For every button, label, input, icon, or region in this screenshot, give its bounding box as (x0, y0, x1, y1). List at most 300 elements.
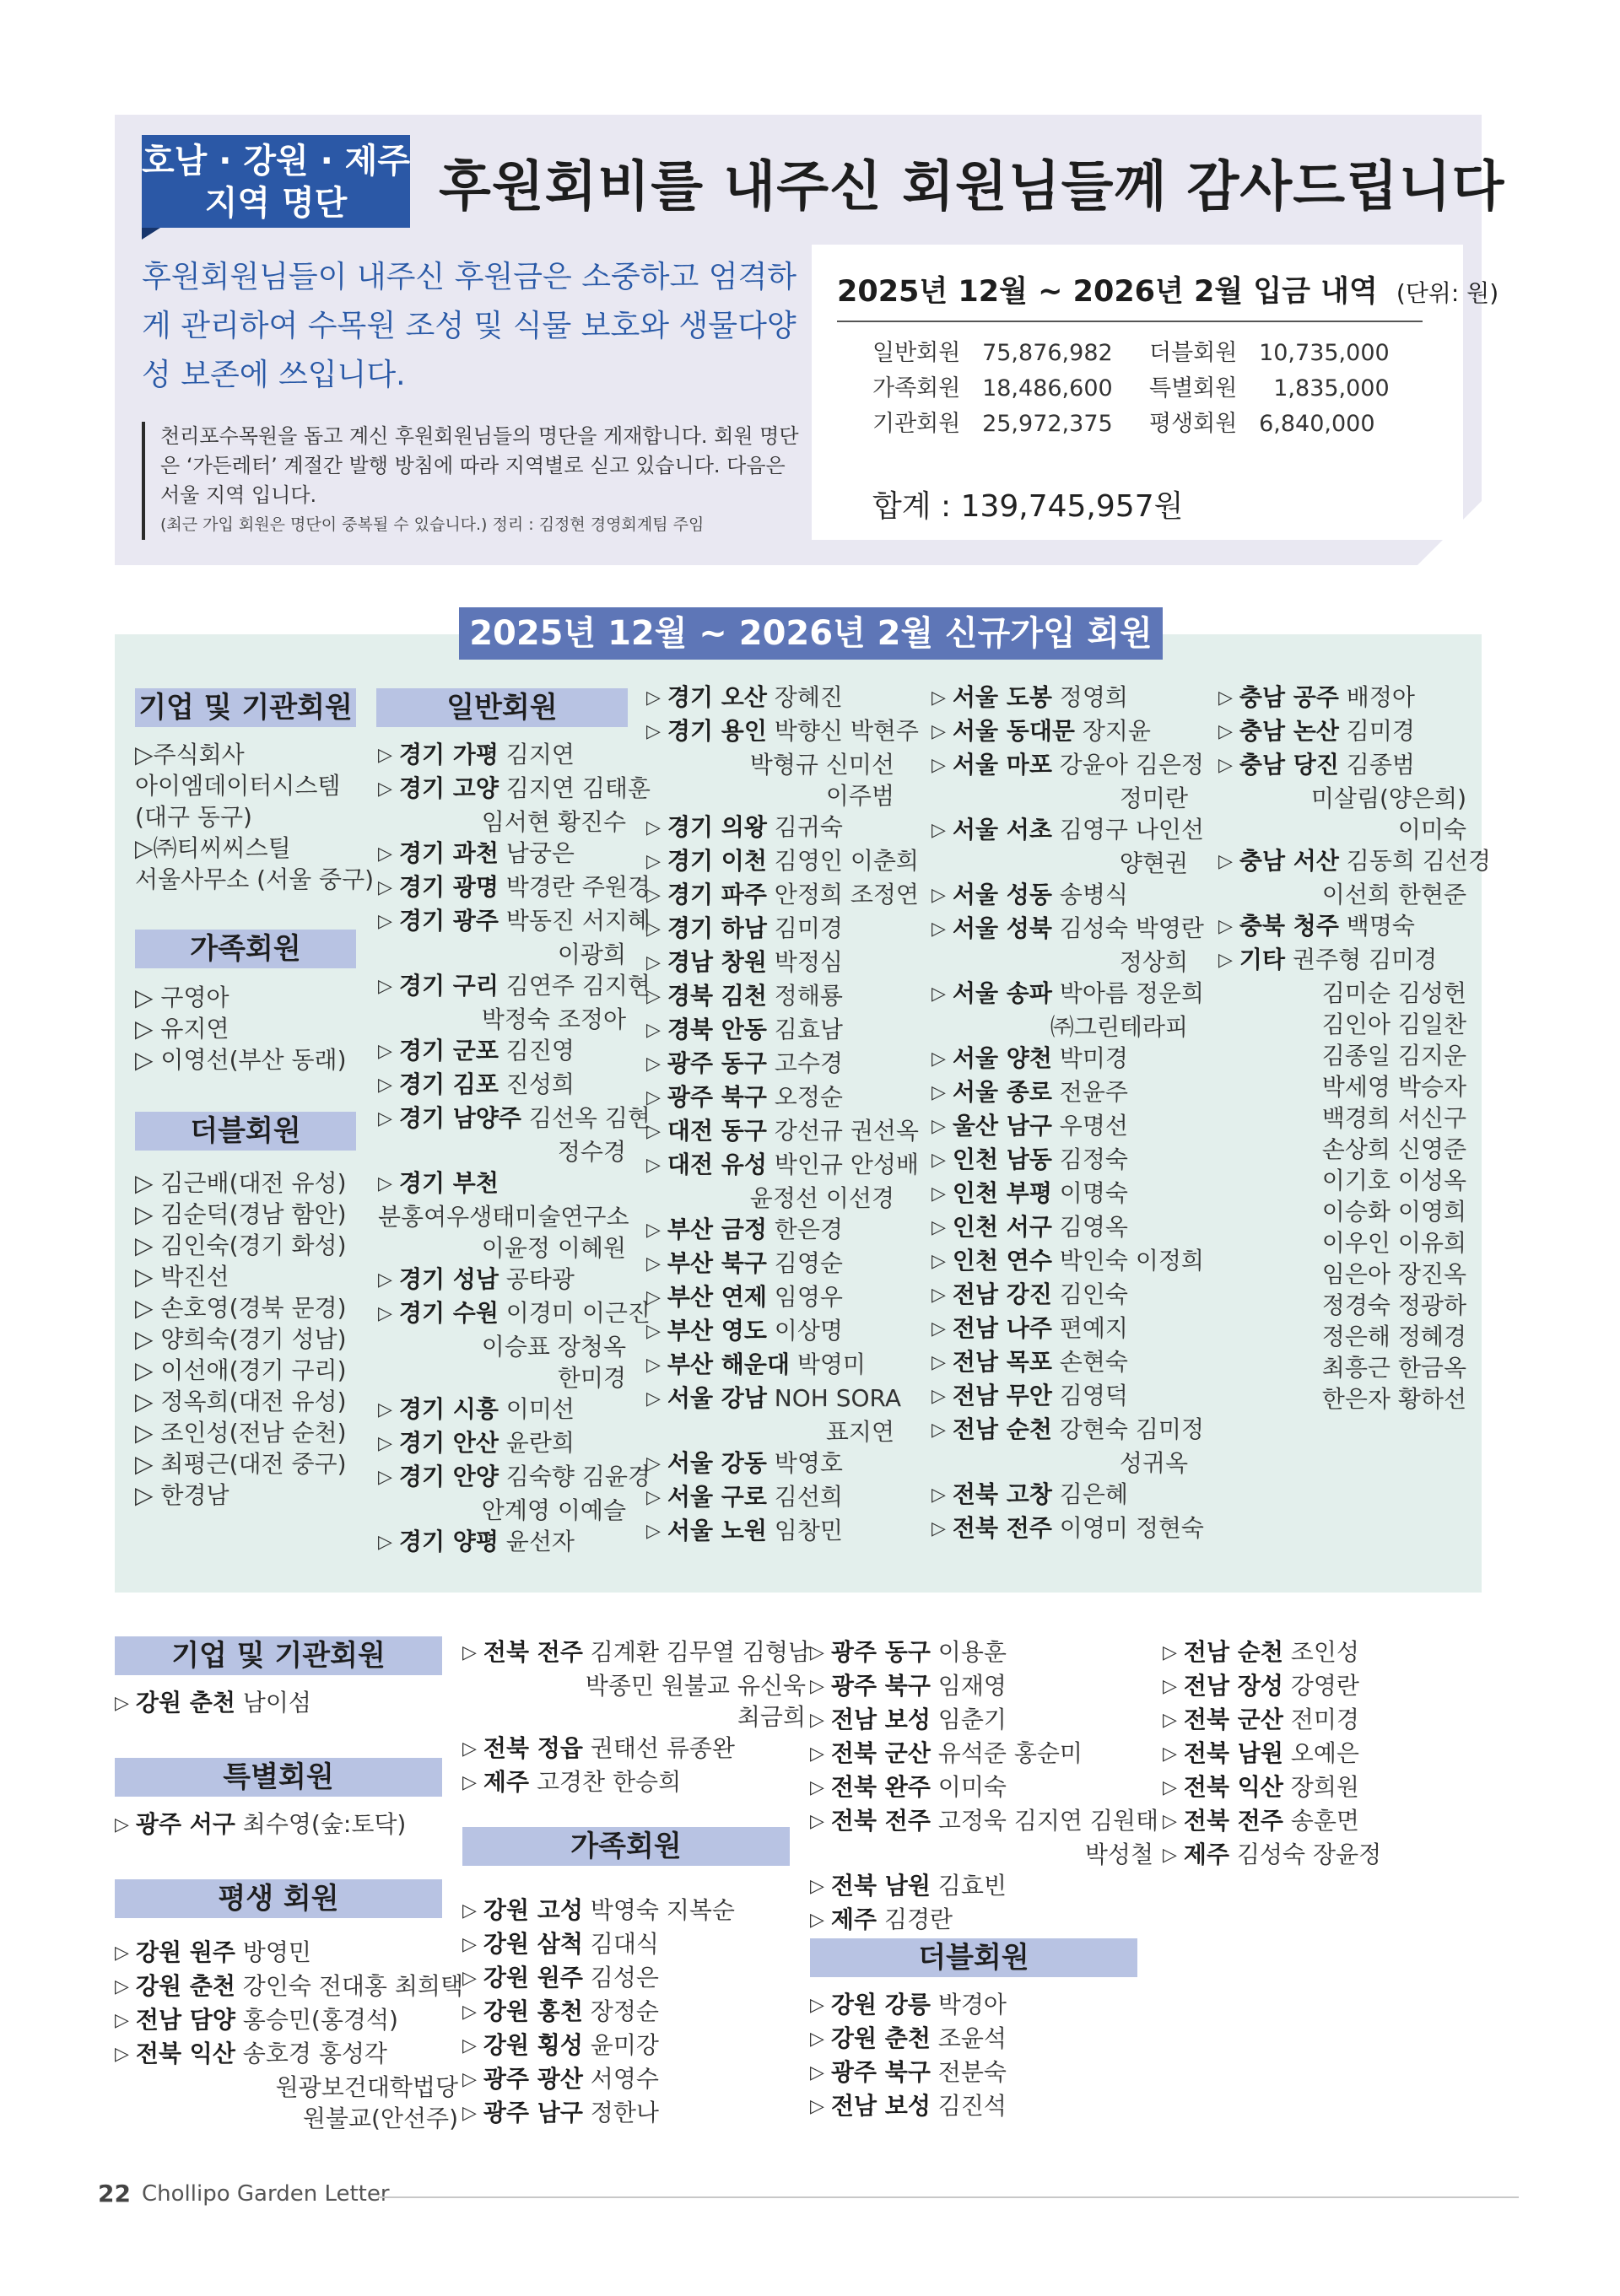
member-names-cont: 이광희 (557, 940, 626, 968)
member-names: 서영수 (590, 2065, 659, 2093)
member-names: 김진석 (937, 2092, 1007, 2120)
region-label: 강원 횡성 (483, 2031, 583, 2059)
list-item: ▷ 구영아 (135, 984, 230, 1011)
member-names: 김진영 (505, 1037, 575, 1064)
cat-corp-bottom: 기업 및 기관회원 (115, 1636, 442, 1675)
triangle-bullet-icon: ▷ (932, 1251, 946, 1272)
region-label: 인천 서구 (952, 1213, 1052, 1241)
member-names: 김종범 (1346, 751, 1415, 779)
region-label: 광주 북구 (830, 2058, 931, 2086)
list-item: ▷ 김순덕(경남 함안) (135, 1200, 347, 1228)
region-label: 경기 광주 (398, 907, 499, 935)
list-item (646, 913, 899, 946)
triangle-bullet-icon: ▷ (1218, 916, 1233, 937)
member-names: 전분숙 (937, 2058, 1007, 2086)
triangle-bullet-icon: ▷ (646, 919, 661, 940)
receipt-row: 기관회원 25,972,375 (872, 411, 1113, 437)
region-label: 강원 강릉 (830, 1991, 931, 2018)
region-label: 전북 전주 (952, 1514, 1052, 1542)
triangle-bullet-icon: ▷ (378, 1075, 392, 1096)
region-label: 경기 광명 (398, 873, 499, 901)
member-names-cont: 백경희 서신구 (1321, 1104, 1466, 1132)
region-label: 경기 하남 (667, 914, 767, 942)
list-item (932, 1076, 1193, 1110)
list-item: ▷ 이영선(부산 동래) (135, 1046, 347, 1074)
list-item (1163, 1738, 1381, 1771)
triangle-bullet-icon: ▷ (378, 911, 392, 932)
region-label: 강원 원주 (135, 1938, 235, 1966)
region-label: 전북 전주 (483, 1638, 583, 1666)
triangle-bullet-icon: ▷ (1163, 1744, 1177, 1765)
triangle-bullet-icon: ▷ (646, 1321, 661, 1342)
list-item: ▷ 한경남 (135, 1481, 230, 1509)
region-label: 전북 남원 (830, 1872, 931, 1900)
triangle-bullet-icon: ▷ (932, 1352, 946, 1373)
list-new-corp (135, 739, 374, 895)
region-label: 광주 광산 (483, 2065, 583, 2093)
member-names-cont: 정미란 (1119, 784, 1188, 812)
member-names: 김효빈 (937, 1872, 1007, 1900)
member-names: 송호경 홍성각 (242, 2040, 387, 2067)
region-label: 전북 정읍 (483, 1734, 583, 1762)
member-names: 김계환 김무열 김형남 (590, 1638, 812, 1666)
member-names: 배정아 (1346, 683, 1415, 711)
list-item (810, 1870, 1158, 1904)
triangle-bullet-icon: ▷ (932, 984, 946, 1005)
region-label: 경남 창원 (667, 948, 767, 976)
region-label: 전북 전주 (830, 1807, 931, 1835)
member-names: 정영희 (1059, 683, 1128, 711)
region-label: 전남 목포 (952, 1348, 1052, 1376)
list-item (462, 1894, 735, 1928)
member-names: 김영옥 (1059, 1213, 1128, 1241)
member-names: 윤선자 (505, 1528, 575, 1555)
member-names: 김지연 김태훈 (505, 774, 651, 802)
list-double-bottom-1 (462, 1636, 811, 1800)
member-names: 박경아 (937, 1991, 1007, 2018)
list-item (115, 2038, 463, 2072)
member-names: 김미경 (774, 914, 843, 942)
region-label: 광주 서구 (135, 1810, 235, 1838)
region-label: 광주 동구 (830, 1638, 931, 1666)
member-names-cont: 원광보건대학법당 (275, 2073, 459, 2101)
triangle-bullet-icon: ▷ (932, 1318, 946, 1339)
region-label: 전북 익산 (135, 2040, 235, 2067)
member-names: 고수경 (774, 1049, 843, 1077)
region-label: 강원 춘천 (135, 1972, 235, 2000)
list-item (932, 1479, 1193, 1512)
list-item (932, 1512, 1204, 1546)
triangle-bullet-icon: ▷ (646, 851, 661, 872)
member-names: 조윤석 (937, 2024, 1007, 2052)
list-item (115, 1937, 463, 1970)
triangle-bullet-icon: ▷ (932, 687, 946, 709)
note-text: 천리포수목원을 돕고 계신 후원회원님들의 명단을 게재합니다. 회원 명단은 ‘가든레터’ 계절간 발행 방침에 따라 지역별로 싣고 있습니다. 다음은 서울 지역 입니다. (160, 424, 799, 507)
region-label: 제주 (483, 1768, 530, 1796)
list-new-family (135, 982, 347, 1075)
member-names: 김영인 이춘희 (774, 847, 919, 875)
list-item (462, 1996, 735, 2029)
list-item (932, 1245, 1204, 1279)
triangle-bullet-icon: ▷ (810, 2029, 824, 2050)
member-names: 권태선 류종완 (590, 1734, 735, 1762)
cat-family-bottom: 가족회원 (462, 1827, 790, 1866)
triangle-bullet-icon: ▷ (378, 1108, 392, 1129)
intro-text: 후원회원님들이 내주신 후원금은 소중하고 엄격하게 관리하여 수목원 조성 및 식물 보호와 생물다양성 보존에 쓰입니다. (142, 260, 797, 392)
triangle-bullet-icon: ▷ (810, 2062, 824, 2083)
receipt-unit: (단위: 원) (1396, 279, 1499, 307)
list-item (932, 1346, 1193, 1380)
region-label: 충북 청주 (1239, 912, 1339, 940)
triangle-bullet-icon: ▷ (932, 1420, 946, 1441)
list-item (932, 1144, 1193, 1178)
region-label: 서울 성북 (952, 914, 1052, 942)
cat-lifetime: 평생 회원 (115, 1879, 442, 1918)
member-names: 김지연 (505, 741, 575, 768)
member-names: 박인규 안성배 (774, 1151, 919, 1178)
member-names: 김효남 (774, 1016, 843, 1043)
list-item (932, 978, 1204, 1011)
member-names: 이영미 정현숙 (1059, 1514, 1204, 1542)
list-item (932, 1380, 1193, 1414)
list-item (646, 1349, 899, 1382)
member-names: 조인성 (1290, 1638, 1359, 1666)
list-item (462, 1733, 811, 1766)
list-item (810, 1904, 1158, 1938)
region-label: 전남 순천 (952, 1415, 1052, 1443)
region-label: 인천 부평 (952, 1179, 1052, 1207)
list-item (378, 773, 651, 806)
list-item (810, 2090, 1007, 2124)
region-label: 경기 구리 (398, 972, 499, 1000)
member-names-cont: 박형규 신미선 (749, 751, 894, 779)
list-item (378, 1264, 631, 1297)
list-item (810, 1636, 1158, 1670)
triangle-bullet-icon: ▷ (810, 1910, 824, 1931)
member-names: 김미경 (1346, 717, 1415, 745)
member-names: 강현숙 김미정 (1059, 1415, 1204, 1443)
triangle-bullet-icon: ▷ (462, 1738, 477, 1760)
footer-title: Chollipo Garden Letter (142, 2181, 390, 2207)
member-names: 김성숙 박영란 (1059, 914, 1204, 942)
member-names-cont: 김인아 김일찬 (1321, 1011, 1466, 1038)
triangle-bullet-icon: ▷ (646, 1487, 661, 1508)
member-names: 송병식 (1059, 881, 1128, 908)
list-item (646, 1048, 899, 1081)
region-label: 서울 송파 (952, 979, 1052, 1007)
list-item (1218, 715, 1472, 749)
list-item (462, 1962, 735, 1996)
member-names-cont: 김미순 김성헌 (1321, 979, 1466, 1007)
member-names: 김경란 (883, 1905, 953, 1933)
triangle-bullet-icon: ▷ (932, 721, 946, 742)
member-names-cont: 임은아 장진옥 (1321, 1260, 1466, 1288)
triangle-bullet-icon: ▷ (810, 2096, 824, 2117)
receipt-title-text: 2025년 12월 ~ 2026년 2월 입금 내역 (837, 275, 1378, 309)
region-badge (142, 135, 410, 228)
member-names: 박동진 서지혜 (505, 907, 651, 935)
list-item (1218, 944, 1472, 978)
receipt-title (837, 268, 1498, 310)
triangle-bullet-icon: ▷ (115, 1976, 129, 1997)
region-label: 전북 전주 (1183, 1807, 1283, 1835)
triangle-bullet-icon: ▷ (646, 1355, 661, 1376)
triangle-bullet-icon: ▷ (646, 1521, 661, 1542)
member-names-cont: 이선희 한현준 (1321, 881, 1466, 908)
list-item (462, 1928, 735, 1962)
region-label: 전북 완주 (830, 1773, 931, 1801)
region-label: 제주 (1183, 1841, 1230, 1868)
member-names-cont: 한은자 황하선 (1321, 1385, 1466, 1413)
list-item (646, 1081, 899, 1115)
list-item: ▷ 최평근(대전 중구) (135, 1450, 347, 1478)
member-names: 김성숙 장윤정 (1236, 1841, 1382, 1868)
region-label: 강원 고성 (483, 1896, 583, 1924)
region-label: 서울 양천 (952, 1044, 1052, 1072)
member-names: 김대식 (590, 1930, 659, 1958)
region-label: 전북 익산 (1183, 1773, 1283, 1801)
member-names: 김영순 (774, 1249, 843, 1277)
list-item: ▷ 정옥희(대전 유성) (135, 1388, 347, 1415)
region-label: 강원 춘천 (830, 2024, 931, 2052)
region-label: 경기 군포 (398, 1037, 499, 1064)
region-label: 서울 구로 (667, 1483, 767, 1511)
member-names: 권주형 김미경 (1292, 946, 1438, 973)
triangle-bullet-icon: ▷ (115, 2044, 129, 2065)
receipt-total: 합계 : 139,745,957원 (872, 489, 1184, 524)
triangle-bullet-icon: ▷ (378, 976, 392, 997)
member-names: 정한나 (590, 2099, 659, 2126)
member-names: 홍승민(홍경석) (242, 2006, 398, 2034)
list-new-general-3 (932, 682, 1204, 1546)
member-names-cont: 최흥근 한금옥 (1321, 1354, 1466, 1382)
triangle-bullet-icon: ▷ (378, 1173, 392, 1194)
receipt-box (812, 245, 1499, 540)
triangle-bullet-icon: ▷ (378, 1303, 392, 1324)
member-names-cont: 이우인 이유희 (1321, 1229, 1466, 1257)
list-item (646, 1281, 899, 1315)
cat-family: 가족회원 (135, 930, 356, 968)
member-names-cont: 박세영 박승자 (1321, 1073, 1466, 1101)
member-names: 유석준 홍순미 (937, 1739, 1083, 1767)
list-item (932, 814, 1204, 848)
triangle-bullet-icon: ▷ (932, 1386, 946, 1407)
member-names: 백명숙 (1346, 912, 1415, 940)
member-names-cont: 최금희 (737, 1703, 807, 1731)
triangle-bullet-icon: ▷ (462, 2069, 477, 2090)
member-names: 이미선 (505, 1395, 575, 1423)
member-names: 이용훈 (937, 1638, 1007, 1666)
member-names: 임재영 (937, 1672, 1007, 1700)
region-label: 강원 원주 (483, 1964, 583, 1991)
list-item (1218, 845, 1491, 879)
member-names-cont: 정경숙 정광하 (1321, 1291, 1466, 1319)
member-names: 한은경 (774, 1215, 843, 1243)
triangle-bullet-icon: ▷ (810, 1995, 824, 2016)
note-box (142, 422, 800, 540)
region-label: 경기 시흥 (398, 1395, 499, 1423)
list-item: ▷ 박진선 (135, 1263, 230, 1291)
list-item (810, 1805, 1158, 1839)
member-names: 박인숙 이정희 (1059, 1247, 1204, 1275)
list-item (378, 1526, 631, 1560)
triangle-bullet-icon: ▷ (646, 721, 661, 742)
triangle-bullet-icon: ▷ (378, 745, 392, 766)
region-label: 강원 춘천 (135, 1689, 235, 1717)
list-item (932, 1312, 1193, 1346)
member-names: 김정숙 (1059, 1145, 1128, 1173)
triangle-bullet-icon: ▷ (462, 1642, 477, 1663)
member-names-cont: 표지연 (825, 1418, 894, 1446)
list-item (1218, 910, 1472, 944)
member-names: 김영구 나인선 (1059, 816, 1204, 843)
list-item (462, 2063, 735, 2097)
region-label: 전북 남원 (1183, 1739, 1283, 1767)
triangle-bullet-icon: ▷ (646, 1287, 661, 1308)
list-item: ▷ 손호영(경북 문경) (135, 1294, 347, 1322)
list-item (378, 1427, 631, 1461)
member-names: 김선희 (774, 1483, 843, 1511)
member-names: 박영미 (796, 1350, 866, 1378)
list-item (646, 1149, 919, 1183)
member-names: 장희원 (1290, 1773, 1359, 1801)
region-label: 서울 종로 (952, 1078, 1052, 1106)
triangle-bullet-icon: ▷ (932, 1485, 946, 1506)
member-names: 안정희 조정연 (774, 881, 919, 908)
list-item (1163, 1771, 1381, 1805)
list-item (646, 1214, 899, 1248)
list-item: ▷ 양희숙(경기 성남) (135, 1325, 347, 1353)
member-names: 남궁은 (505, 839, 575, 867)
list-item (932, 682, 1193, 715)
member-names: 박향신 박현주 (774, 717, 919, 745)
list-item (115, 2004, 463, 2038)
receipt-row: 특별회원 1,835,000 (1149, 375, 1390, 402)
member-names-cont: 김종일 김지운 (1321, 1042, 1466, 1070)
member-names: 김성은 (590, 1964, 659, 1991)
triangle-bullet-icon: ▷ (646, 1054, 661, 1075)
member-names: 박경란 주원경 (505, 873, 651, 901)
region-label: 전남 담양 (135, 2006, 235, 2034)
region-label: 충남 공주 (1239, 683, 1339, 711)
region-label: 경기 고양 (398, 774, 499, 802)
region-label: 울산 남구 (952, 1112, 1052, 1140)
member-names: 강윤아 김은정 (1059, 751, 1204, 779)
triangle-bullet-icon: ▷ (1163, 1845, 1177, 1866)
triangle-bullet-icon: ▷ (1163, 1710, 1177, 1731)
list-item (646, 811, 899, 845)
region-label: 경기 안산 (398, 1429, 499, 1457)
member-names: 강인숙 전대홍 최희택 (242, 1972, 464, 2000)
region-label: 서울 서초 (952, 816, 1052, 843)
list-item: ▷ 조인성(전남 순천) (135, 1419, 347, 1447)
region-label: 서울 마포 (952, 751, 1052, 779)
triangle-bullet-icon: ▷ (810, 1811, 824, 1832)
badge-line1: 호남 · 강원 · 제주 (142, 142, 410, 181)
list-special (115, 1808, 406, 1842)
list-item (810, 1670, 1158, 1704)
receipt-row: 가족회원 18,486,600 (872, 375, 1113, 402)
list-double-bottom (810, 1989, 1007, 2124)
region-label: 부산 연제 (667, 1283, 767, 1311)
list-item (115, 1687, 311, 1721)
receipt-divider (837, 321, 1423, 322)
member-names: 윤미강 (590, 2031, 659, 2059)
list-item (378, 1167, 631, 1201)
list-item: ▷㈜티씨씨스틸 (135, 834, 291, 862)
list-item (378, 970, 651, 1004)
member-names-cont: 이주범 (825, 782, 894, 810)
triangle-bullet-icon: ▷ (646, 952, 661, 973)
list-item (932, 1110, 1193, 1144)
region-label: 서울 강남 (667, 1384, 767, 1412)
receipt-row: 평생회원 6,840,000 (1149, 411, 1375, 437)
member-names: NOH SORA (774, 1384, 902, 1412)
member-names-cont: 이미숙 (1397, 816, 1466, 843)
triangle-bullet-icon: ▷ (932, 1217, 946, 1238)
list-item (378, 905, 651, 939)
list-item (646, 1515, 899, 1549)
list-item (932, 749, 1204, 783)
member-names: 이명숙 (1059, 1179, 1128, 1207)
list-item: ▷ 유지연 (135, 1015, 230, 1043)
member-names: 오예은 (1290, 1739, 1359, 1767)
region-label: 전북 고창 (952, 1480, 1052, 1508)
list-item: 아이엠데이터시스템 (135, 772, 341, 800)
list-item (1163, 1636, 1381, 1670)
member-names: 이미숙 (937, 1773, 1007, 1801)
member-names: 박미경 (1059, 1044, 1128, 1072)
triangle-bullet-icon: ▷ (378, 1467, 392, 1488)
list-item (1163, 1670, 1381, 1704)
member-names: 송훈면 (1290, 1807, 1359, 1835)
cat-corp: 기업 및 기관회원 (135, 688, 356, 727)
list-item: (대구 동구) (135, 803, 252, 831)
list-item (646, 715, 919, 749)
list-item (462, 2097, 735, 2131)
list-item (378, 739, 631, 773)
triangle-bullet-icon: ▷ (1218, 851, 1233, 872)
receipt-row: 일반회원 75,876,982 (872, 340, 1113, 366)
member-names: 오정순 (774, 1083, 843, 1111)
triangle-bullet-icon: ▷ (462, 1934, 477, 1955)
list-item (1218, 682, 1472, 715)
region-label: 전북 군산 (830, 1739, 931, 1767)
list-item (646, 1248, 899, 1281)
triangle-bullet-icon: ▷ (646, 1121, 661, 1142)
triangle-bullet-icon: ▷ (462, 2035, 477, 2056)
region-label: 서울 노원 (667, 1517, 767, 1544)
region-label: 경기 성남 (398, 1265, 499, 1293)
region-label: 전남 나주 (952, 1314, 1052, 1342)
member-names: 장혜진 (774, 683, 843, 711)
list-item (646, 1315, 899, 1349)
triangle-bullet-icon: ▷ (810, 1642, 824, 1663)
list-item (646, 845, 919, 879)
triangle-bullet-icon: ▷ (1163, 1676, 1177, 1697)
member-names-cont: 정수경 (557, 1138, 626, 1166)
list-item (810, 2023, 1007, 2056)
badge-line2: 지역 명단 (204, 184, 348, 223)
member-names: 임창민 (774, 1517, 843, 1544)
triangle-bullet-icon: ▷ (810, 1744, 824, 1765)
member-names: 김영덕 (1059, 1382, 1128, 1409)
list-corp-bottom (115, 1687, 311, 1721)
member-names-cont: 분홍여우생태미술연구소 (378, 1203, 629, 1231)
member-names: 장정순 (590, 1997, 659, 2025)
member-names: 김선옥 김현 (528, 1104, 651, 1132)
triangle-bullet-icon: ▷ (932, 1048, 946, 1070)
